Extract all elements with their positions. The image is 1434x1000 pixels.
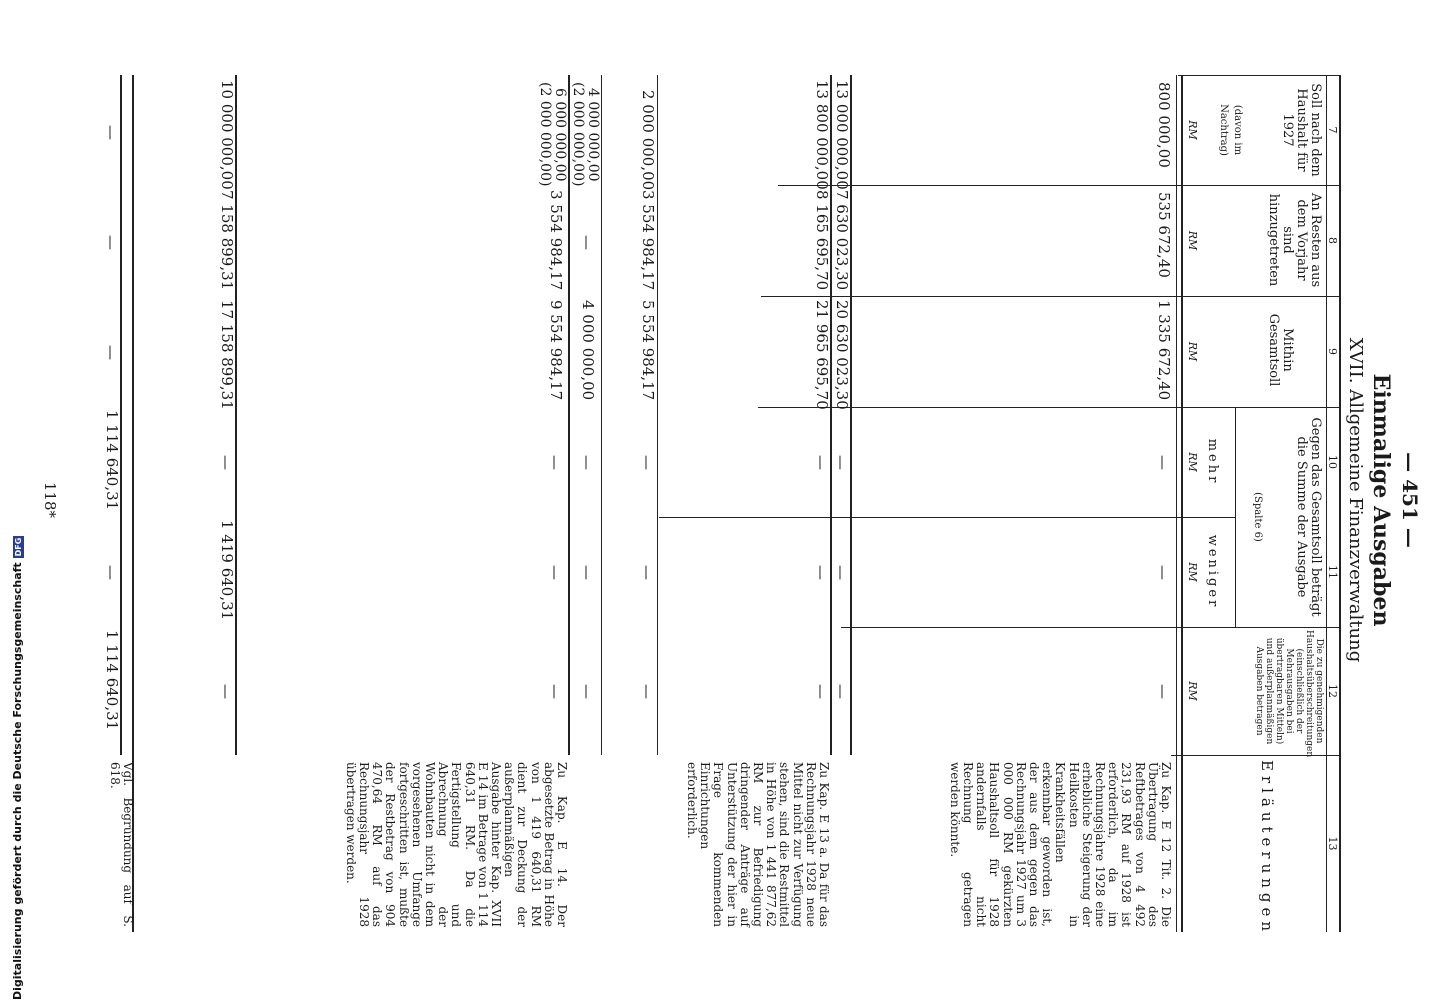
col-header-7-sub: (davon im Nachtrag) [1218,104,1243,156]
col-num-10: 10 [1326,455,1339,469]
cell-c12: — [638,684,656,699]
cell-c12: 1 114 640,31 [103,630,121,731]
col-num-12: 12 [1326,684,1339,698]
cell-c12: — [812,684,830,699]
cell-c9: — [102,345,120,360]
col-header-11: weniger [1205,534,1220,610]
note-vgl: Vgl. Begründung auf S. 618. [107,762,135,927]
col-header-10: mehr [1205,438,1220,486]
cell-c7: 13 000 000,00 [833,80,851,190]
cell-c9: 4 000 000,00 [579,300,597,401]
cell-c9: 17 158 899,31 [218,300,236,410]
unit-label: RM [1186,562,1199,582]
cell-c12: — [1154,684,1172,699]
col-num-9: 9 [1326,348,1339,355]
cell-c7: 800 000,00 [1155,82,1173,168]
cell-c8: 7 630 023,30 [833,190,851,291]
cell-c7-sub: (2 000 000,00) [570,82,586,187]
cell-c7: 10 000 000,00 [218,80,236,190]
col-header-8: An Resten aus dem Vorjahr sind hinzugetreten [1266,192,1323,288]
col-header-13: Erläuterungen [1258,760,1276,937]
cell-c10: — [638,455,656,470]
col-header-9: Mithin Gesamtsoll [1266,313,1295,387]
page-footer: 118* [41,481,59,519]
cell-c8: — [578,235,596,250]
cell-c9: 5 554 984,17 [639,300,657,401]
page-title: Einmalige Ausgaben [1368,373,1394,627]
cell-c7: — [102,125,120,140]
cell-c8: 7 158 899,31 [218,190,236,291]
col-num-13: 13 [1326,836,1339,851]
cell-c7: 6 000 000,00 [552,88,568,182]
cell-c7-sub: (2 000 000,00) [537,82,553,187]
cell-c8: 3 554 984,17 [547,190,565,291]
cell-c11: — [546,565,564,580]
cell-c8: 535 672,40 [1155,192,1173,278]
cell-c10: — [578,455,596,470]
col-num-7: 7 [1326,126,1339,134]
unit-label: RM [1186,230,1199,251]
cell-c11: — [102,565,120,580]
cell-c10: — [832,455,850,470]
note-kap-e13a: Zu Kap. E 13 a. Da für das Rechnungsjahr 1928 neue Mittel nicht zur Verfügung stehen, sind die Restmittel in Höhe von 1 441 877,62 RM zur Befriedigung dringender Anträge auf Unterstützung der hier in Frage kommenden Einrichtungen erforderlich. [684,762,831,927]
cell-c12: — [578,684,596,699]
note-kap-e14: Zu Kap. E 14. Der abgesetzte Betrag in Höhe von 1 419 640,31 RM dient zur Deckung der außerplanmäßigen Ausgabe hinter Kap. XVII E 14 im Betrage von 1 114 640,31 RM. Da die Fertigstellung und Abrechnung der Wohnbauten nicht in dem vorgesehenen Umfange fortgeschritten ist, mußte der Restbetrag von 904 470,64 RM auf das Rechnungsjahr 1928 übertragen werden. [343,762,569,927]
cell-c10: — [546,455,564,470]
cell-c9: 21 965 695,70 [813,300,831,410]
cell-c11: — [578,565,596,580]
page-subtitle: XVII. Allgemeine Finanzverwaltung [1345,337,1366,663]
cell-c12: — [546,684,564,699]
col-header-10-11: Gegen das Gesamtsoll beträgt die Summe der Ausgabe [1294,417,1323,617]
cell-c8: — [102,235,120,250]
col-header-7: Soll nach dem Haushalt für 1927 [1280,83,1323,177]
cell-c10: — [1154,455,1172,470]
unit-label: RM [1186,681,1199,701]
cell-c11: — [638,565,656,580]
cell-c10: — [217,455,235,470]
cell-c12: — [217,684,235,699]
cell-c9: 9 554 984,17 [547,300,565,401]
unit-label: RM [1186,341,1199,362]
cell-c11: — [1154,565,1172,580]
cell-c9: 1 335 672,40 [1155,300,1173,401]
cell-c8: 3 554 984,17 [639,190,657,291]
cell-c7: 13 800 000,00 [813,80,831,190]
cell-c7: 2 000 000,00 [639,90,657,191]
cell-c11: — [812,565,830,580]
col-header-10-11-sub: (Spalte 6) [1252,492,1263,542]
funding-text: Digitalisierung gefördert durch die Deutsche Forschungsgemeinschaft [11,562,24,1000]
cell-c9: 20 630 023,30 [833,300,851,410]
unit-label: RM [1186,120,1199,140]
cell-c10: 1 114 640,31 [103,410,121,511]
page-number: — 451 — [1398,452,1422,548]
cell-c7: 4 000 000,00 [585,88,601,182]
cell-c11: — [832,565,850,580]
cell-c10: — [812,455,830,470]
col-num-11: 11 [1326,565,1339,579]
cell-c12: — [832,684,850,699]
cell-c11: 1 419 640,31 [218,520,236,621]
note-kap-e12: Zu Kap. E 12 Tit. 2. Die Übertragung des Reftbetrages von 4 492 231,93 RM auf 1928 ist erforderlich, da im Rechnungsjahre 1928 eine erhebliche Steigerung der Heilkosten in Krankheitsfällen erkennbar geworden ist, der aus dem gegen das Rechnungsjahr 1927 um 3 000 000 RM gekürzten Haushaltsoll für 1928 andernfalls nicht Rechnung getragen werden könnte. [947,762,1173,927]
dfg-logo: DFG [14,537,23,557]
unit-label: RM [1186,452,1199,472]
col-header-12: Die zu genehmigenden Haushaltsüberschreitungen (einschließlich der Mehrausgaben bei übertragbaren Mitteln) und außerplanmäßigen Ausgaben betragen [1254,630,1324,758]
col-num-8: 8 [1326,237,1339,244]
cell-c8: 8 165 695,70 [813,190,831,291]
